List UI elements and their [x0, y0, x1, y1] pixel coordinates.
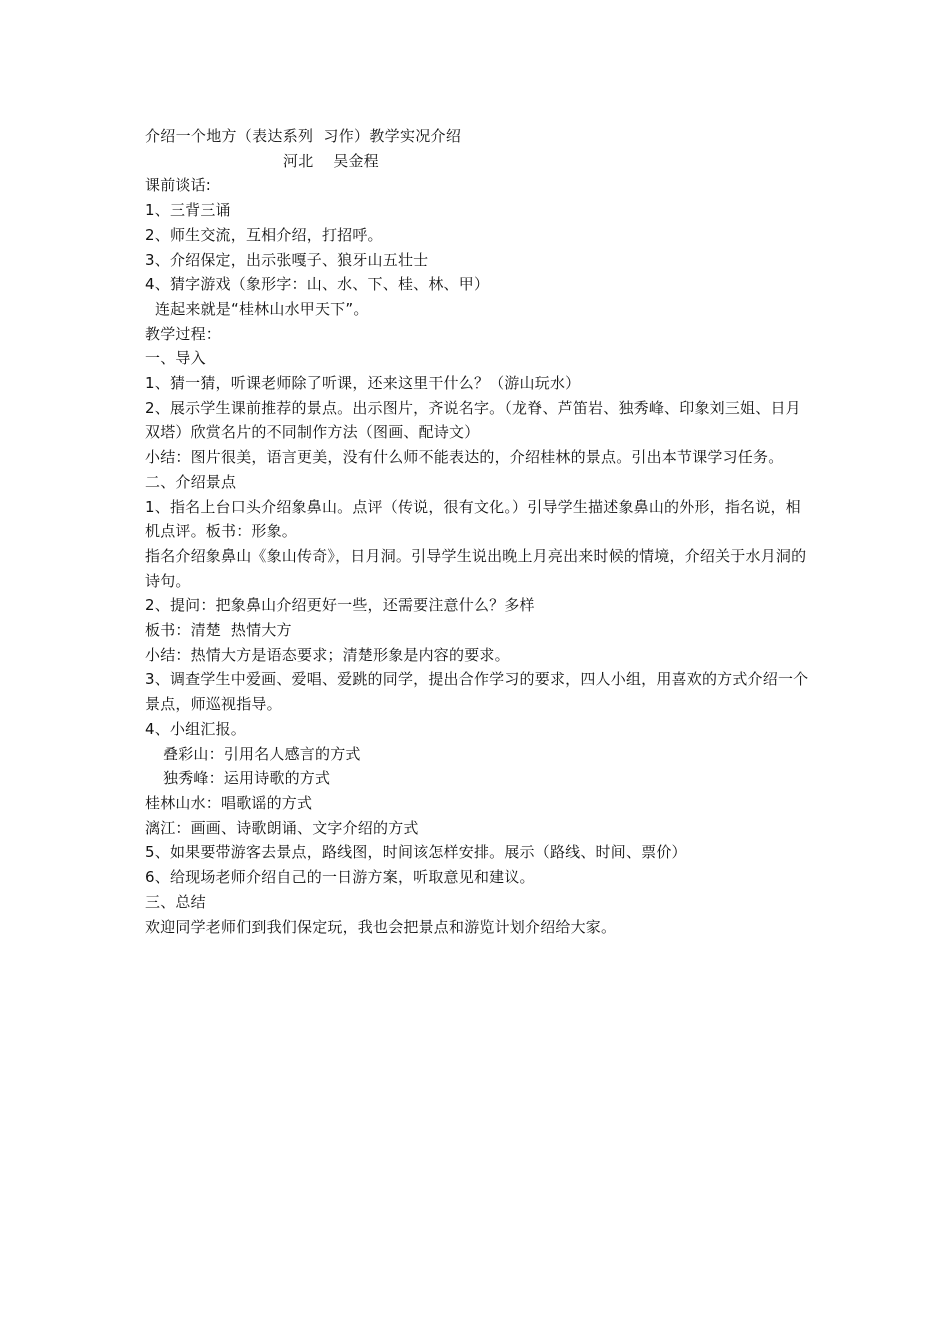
document-author: 河北 吴金程 — [283, 151, 379, 170]
document-line: 1、三背三诵 — [145, 201, 231, 220]
document-line: 6、给现场老师介绍自己的一日游方案，听取意见和建议。 — [145, 868, 535, 887]
document-line: 叠彩山：引用名人感言的方式 — [163, 744, 361, 763]
document-line: 三、总结 — [145, 892, 206, 911]
document-lines — [145, 173, 811, 939]
document-line: 漓江：画画、诗歌朗诵、文字介绍的方式 — [145, 818, 419, 837]
document-line: 3、调查学生中爱画、爱唱、爱跳的同学，提出合作学习的要求，四人小组，用喜欢的方式介绍一个景点，师巡视指导。 — [145, 670, 809, 714]
document-line: 板书：清楚 热情大方 — [145, 621, 292, 640]
document-line: 二、介绍景点 — [145, 472, 237, 491]
document-line: 独秀峰：运用诗歌的方式 — [163, 769, 331, 788]
document-line: 课前谈话: — [145, 176, 212, 195]
document-line: 2、提问：把象鼻山介绍更好一些，还需要注意什么？多样 — [145, 596, 535, 615]
document-line: 小结：图片很美，语言更美，没有什么师不能表达的，介绍桂林的景点。引出本节课学习任务。 — [145, 448, 784, 467]
document-line: 5、如果要带游客去景点，路线图，时间该怎样安排。展示（路线、时间、票价） — [145, 843, 687, 862]
document-body — [145, 124, 811, 939]
document-line: 3、介绍保定，出示张嘎子、狼牙山五壮士 — [145, 250, 429, 269]
document-line: 2、展示学生课前推荐的景点。出示图片，齐说名字。（龙脊、芦笛岩、独秀峰、印象刘三姐、日月双塔）欣赏名片的不同制作方法（图画、配诗文） — [145, 398, 801, 442]
document-line: 教学过程： — [145, 324, 222, 343]
document-line: 指名介绍象鼻山《象山传奇》，日月洞。引导学生说出晚上月亮出来时候的情境，介绍关于水月洞的诗句。 — [145, 546, 807, 590]
document-line: 4、小组汇报。 — [145, 719, 246, 738]
document-line: 小结：热情大方是语态要求；清楚形象是内容的要求。 — [145, 645, 510, 664]
document-title: 介绍一个地方（表达系列 习作）教学实况介绍 — [145, 127, 462, 145]
document-line: 欢迎同学老师们到我们保定玩，我也会把景点和游览计划介绍给大家。 — [145, 917, 617, 936]
document-line: 桂林山水：唱歌谣的方式 — [145, 793, 313, 812]
document-line: 1、猜一猜，听课老师除了听课，还来这里干什么？（游山玩水） — [145, 374, 581, 393]
document-line: 连起来就是“桂林山水甲天下”。 — [155, 299, 369, 318]
document-line: 4、猜字游戏（象形字：山、水、下、桂、林、甲） — [145, 275, 490, 294]
document-line: 2、师生交流，互相介绍，打招呼。 — [145, 225, 383, 244]
document-line: 一、导入 — [145, 349, 206, 368]
document-line: 1、指名上台口头介绍象鼻山。点评（传说，很有文化。）引导学生描述象鼻山的外形，指名说，相机点评。板书：形象。 — [145, 497, 801, 541]
